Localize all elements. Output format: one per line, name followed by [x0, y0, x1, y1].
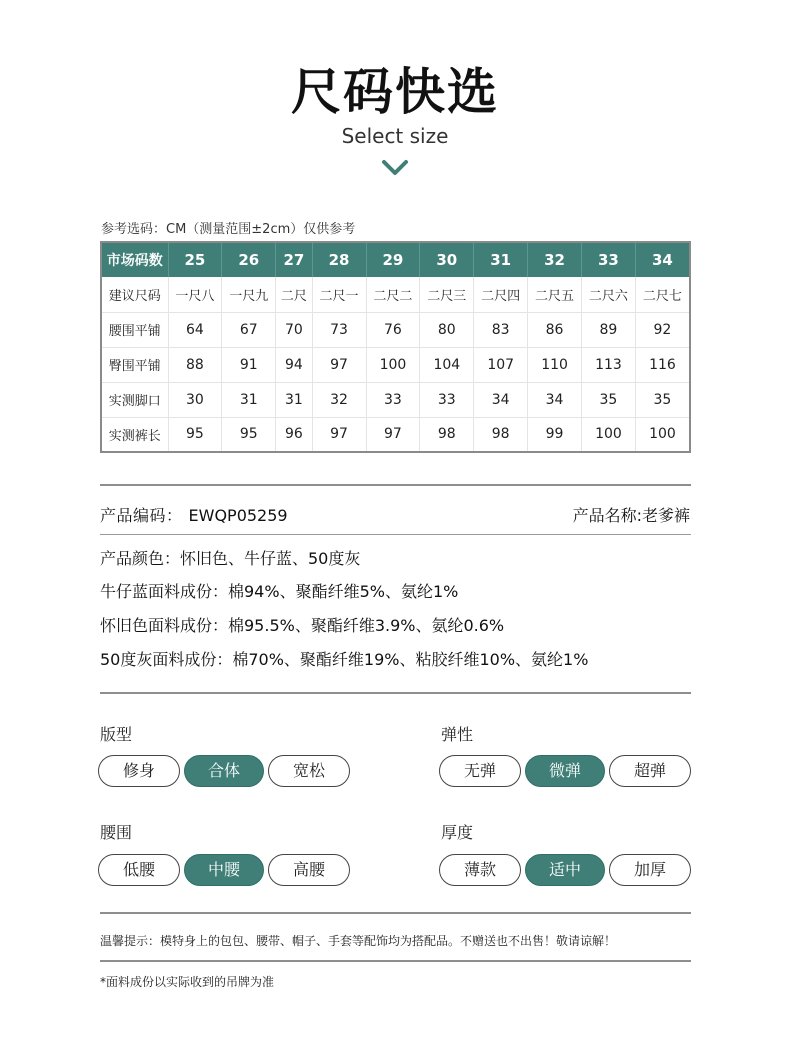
table-row: [101, 277, 690, 312]
table-cell: 34: [474, 382, 528, 417]
table-cell: 64: [168, 312, 222, 347]
table-cell: 二尺二: [366, 277, 420, 312]
stretch-option-slight[interactable]: 微弹: [525, 755, 605, 787]
size-table-header-row: [101, 242, 690, 277]
product-name-label: 产品名称:: [572, 506, 642, 525]
table-header-cell: 32: [528, 242, 582, 277]
table-cell: 86: [528, 312, 582, 347]
table-cell: 80: [420, 312, 474, 347]
fabric-composition-line: 牛仔蓝面料成份：棉94%、聚酯纤维5%、氨纶1%: [100, 582, 459, 601]
table-cell: 二尺: [276, 277, 312, 312]
stretch-label: 弹性: [441, 725, 474, 744]
fit-label: 版型: [100, 725, 133, 744]
table-cell: 104: [420, 347, 474, 382]
fabric-composition-line: 怀旧色面料成份：棉95.5%、聚酯纤维3.9%、氨纶0.6%: [100, 616, 505, 635]
table-row: [101, 382, 690, 417]
table-cell: 70: [276, 312, 312, 347]
table-header-cell: 27: [276, 242, 312, 277]
table-header-cell: 31: [474, 242, 528, 277]
table-cell: 113: [582, 347, 636, 382]
table-header-cell: 30: [420, 242, 474, 277]
table-cell: 95: [222, 417, 276, 452]
fabric-composition-line: 50度灰面料成份：棉70%、聚酯纤维19%、粘胶纤维10%、氨纶1%: [100, 650, 589, 669]
table-cell: 88: [168, 347, 222, 382]
table-cell: 100: [582, 417, 636, 452]
table-cell: 97: [312, 417, 366, 452]
table-header-cell: 26: [222, 242, 276, 277]
table-cell: 91: [222, 347, 276, 382]
table-header-cell: 29: [366, 242, 420, 277]
table-cell: 97: [366, 417, 420, 452]
table-cell: 73: [312, 312, 366, 347]
table-cell: 一尺九: [222, 277, 276, 312]
chevron-down-icon: [381, 158, 409, 178]
table-cell: 腰围平铺: [101, 312, 168, 347]
thickness-option-thin[interactable]: 薄款: [439, 854, 521, 886]
divider: [100, 692, 691, 694]
page-subtitle: Select size: [341, 124, 449, 148]
divider: [100, 912, 691, 914]
table-cell: 83: [474, 312, 528, 347]
page-title: 尺码快选: [291, 63, 499, 121]
fit-option-regular[interactable]: 合体: [184, 755, 264, 787]
table-cell: 110: [528, 347, 582, 382]
stretch-option-none[interactable]: 无弹: [439, 755, 521, 787]
table-row: [101, 347, 690, 382]
table-cell: 建议尺码: [101, 277, 168, 312]
table-row: [101, 417, 690, 452]
table-cell: 二尺五: [528, 277, 582, 312]
warm-tip-text: 温馨提示：模特身上的包包、腰带、帽子、手套等配饰均为搭配品。不赠送也不出售！敬请谅解！: [100, 934, 617, 948]
table-cell: 89: [582, 312, 636, 347]
size-reference-note: 参考选码：CM（测量范围±2cm）仅供参考: [101, 222, 356, 237]
waist-option-mid[interactable]: 中腰: [184, 854, 264, 886]
table-cell: 67: [222, 312, 276, 347]
table-cell: 98: [474, 417, 528, 452]
table-cell: 33: [420, 382, 474, 417]
divider: [100, 960, 691, 962]
product-name-value: 老爹裤: [641, 506, 690, 525]
table-cell: 35: [635, 382, 690, 417]
table-cell: 二尺四: [474, 277, 528, 312]
product-code: [100, 503, 288, 526]
table-header-cell: 33: [582, 242, 636, 277]
stretch-option-high[interactable]: 超弹: [609, 755, 691, 787]
table-cell: 92: [635, 312, 690, 347]
table-cell: 35: [582, 382, 636, 417]
table-cell: 实测脚口: [101, 382, 168, 417]
size-table: [100, 241, 691, 453]
table-cell: 34: [528, 382, 582, 417]
thickness-label: 厚度: [441, 823, 474, 842]
table-header-cell: 25: [168, 242, 222, 277]
divider: [100, 484, 691, 486]
table-header-cell: 28: [312, 242, 366, 277]
table-cell: 实测裤长: [101, 417, 168, 452]
waist-label: 腰围: [100, 823, 133, 842]
table-cell: 94: [276, 347, 312, 382]
table-cell: 一尺八: [168, 277, 222, 312]
table-cell: 32: [312, 382, 366, 417]
table-row: [101, 312, 690, 347]
table-cell: 臀围平铺: [101, 347, 168, 382]
waist-option-low[interactable]: 低腰: [98, 854, 180, 886]
product-colors: 产品颜色：怀旧色、牛仔蓝、50度灰: [100, 549, 361, 568]
table-cell: 31: [276, 382, 312, 417]
table-cell: 33: [366, 382, 420, 417]
table-cell: 116: [635, 347, 690, 382]
table-header-cell: 34: [635, 242, 690, 277]
table-cell: 97: [312, 347, 366, 382]
divider: [100, 534, 691, 535]
table-cell: 95: [168, 417, 222, 452]
table-cell: 99: [528, 417, 582, 452]
product-name: [573, 503, 690, 526]
table-cell: 二尺三: [420, 277, 474, 312]
waist-option-high[interactable]: 高腰: [268, 854, 350, 886]
table-cell: 100: [635, 417, 690, 452]
product-code-value: EWQP05259: [188, 506, 288, 525]
table-cell: 30: [168, 382, 222, 417]
table-cell: 98: [420, 417, 474, 452]
table-cell: 76: [366, 312, 420, 347]
thickness-option-medium[interactable]: 适中: [525, 854, 605, 886]
table-cell: 二尺七: [635, 277, 690, 312]
table-cell: 100: [366, 347, 420, 382]
product-code-label: 产品编码：: [100, 506, 183, 525]
thickness-option-thick[interactable]: 加厚: [609, 854, 691, 886]
fit-option-slim[interactable]: 修身: [98, 755, 180, 787]
table-cell: 31: [222, 382, 276, 417]
table-header-cell: 市场码数: [101, 242, 168, 277]
table-cell: 二尺一: [312, 277, 366, 312]
table-cell: 96: [276, 417, 312, 452]
fit-option-loose[interactable]: 宽松: [268, 755, 350, 787]
fabric-footnote: *面料成份以实际收到的吊牌为准: [100, 975, 275, 989]
table-cell: 二尺六: [582, 277, 636, 312]
table-cell: 107: [474, 347, 528, 382]
